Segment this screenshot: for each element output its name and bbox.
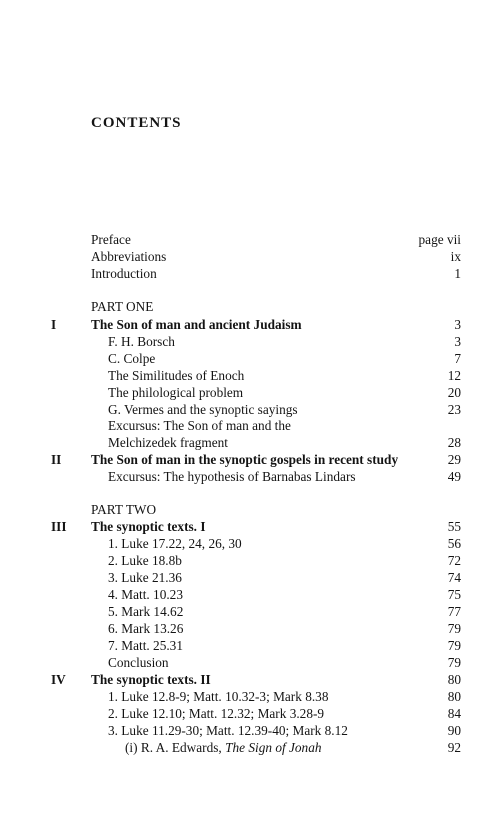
toc-entry-label: F. H. Borsch	[108, 334, 175, 349]
chapter-title: The synoptic texts. I	[91, 519, 206, 534]
toc-entry-page: 1	[454, 266, 461, 281]
page-title: CONTENTS	[91, 115, 182, 131]
toc-entry	[0, 535, 504, 552]
toc-entry	[0, 637, 504, 654]
toc-entry-preface	[0, 231, 504, 248]
toc-subentry	[0, 739, 504, 756]
toc-entry	[0, 705, 504, 722]
toc-entry-page: 3	[454, 334, 461, 349]
toc-entry-page: 75	[447, 587, 461, 602]
toc-entry	[0, 350, 504, 367]
toc-entry	[0, 468, 504, 485]
chapter-page: 3	[454, 317, 461, 332]
toc-entry-label: 2. Luke 12.10; Matt. 12.32; Mark 3.28-9	[108, 706, 325, 721]
toc-entry-label: Introduction	[91, 266, 157, 281]
part-one-heading: PART ONE	[91, 299, 154, 314]
toc-entry-page: 20	[447, 385, 461, 400]
toc-entry-label: C. Colpe	[108, 351, 156, 366]
toc-entry-label: The philological problem	[108, 385, 244, 400]
toc-entry	[0, 384, 504, 401]
toc-entry	[0, 722, 504, 739]
toc-entry-page: 12	[447, 368, 461, 383]
toc-entry-label: 7. Matt. 25.31	[108, 638, 183, 653]
toc-entry-page: 90	[447, 723, 461, 738]
toc-entry	[0, 688, 504, 705]
toc-entry-introduction	[0, 265, 504, 282]
toc-entry-page: 74	[447, 570, 461, 585]
toc-entry	[0, 434, 504, 451]
chapter-page: 80	[447, 672, 461, 687]
toc-entry-page: 23	[447, 402, 461, 417]
part-two-heading: PART TWO	[91, 502, 157, 517]
toc-entry	[0, 401, 504, 418]
toc-subentry-italic-title: The Sign of Jonah	[225, 740, 322, 755]
toc-entry-page: 7	[454, 351, 461, 366]
toc-entry-page: 79	[447, 621, 461, 636]
toc-subentry-label	[125, 739, 322, 756]
toc-entry-label: Melchizedek fragment	[108, 435, 228, 450]
toc-entry-page: 56	[447, 536, 461, 551]
toc-entry-label: 5. Mark 14.62	[108, 604, 184, 619]
toc-entry	[0, 367, 504, 384]
chapter-1-heading	[0, 316, 504, 333]
toc-entry-label: Excursus: The hypothesis of Barnabas Lindars	[108, 469, 356, 484]
chapter-3-heading	[0, 518, 504, 535]
toc-entry-label: 1. Luke 17.22, 24, 26, 30	[108, 536, 242, 551]
chapter-4-heading	[0, 671, 504, 688]
chapter-number: I	[51, 317, 57, 332]
chapter-title: The synoptic texts. II	[91, 672, 211, 687]
chapter-2-heading	[0, 451, 504, 468]
toc-entry	[0, 417, 504, 434]
toc-entry-page: 84	[447, 706, 461, 721]
toc-entry	[0, 654, 504, 671]
toc-entry	[0, 603, 504, 620]
toc-entry-label: 3. Luke 21.36	[108, 570, 182, 585]
toc-entry-abbreviations	[0, 248, 504, 265]
toc-entry-label: 4. Matt. 10.23	[108, 587, 183, 602]
chapter-number: IV	[51, 672, 66, 687]
chapter-title: The Son of man and ancient Judaism	[91, 317, 302, 332]
toc-entry-label: Excursus: The Son of man and the	[108, 418, 291, 433]
toc-entry-page: page vii	[418, 232, 461, 247]
chapter-page: 55	[447, 519, 461, 534]
toc-entry-label: G. Vermes and the synoptic sayings	[108, 402, 298, 417]
toc-entry-page: 49	[447, 469, 461, 484]
toc-entry-page: 77	[447, 604, 461, 619]
toc-entry	[0, 552, 504, 569]
toc-entry-label: 1. Luke 12.8-9; Matt. 10.32-3; Mark 8.38	[108, 689, 329, 704]
toc-entry-page: 72	[447, 553, 461, 568]
toc-entry	[0, 620, 504, 637]
toc-entry-label: The Similitudes of Enoch	[108, 368, 245, 383]
toc-entry-label: Conclusion	[108, 655, 169, 670]
toc-entry-page: ix	[450, 249, 461, 264]
toc-entry-label: Abbreviations	[91, 249, 167, 264]
chapter-number: III	[51, 519, 67, 534]
toc-entry-label: Preface	[91, 232, 131, 247]
toc-entry-label: 2. Luke 18.8b	[108, 553, 182, 568]
toc-entry-page: 28	[447, 435, 461, 450]
toc-entry-label: 3. Luke 11.29-30; Matt. 12.39-40; Mark 8.12	[108, 723, 348, 738]
toc-entry	[0, 569, 504, 586]
chapter-title: The Son of man in the synoptic gospels in recent study	[91, 452, 399, 467]
toc-entry	[0, 586, 504, 603]
chapter-number: II	[51, 452, 62, 467]
toc-entry	[0, 333, 504, 350]
toc-entry-page: 79	[447, 638, 461, 653]
toc-entry-page: 92	[447, 740, 461, 755]
toc-entry-page: 80	[447, 689, 461, 704]
toc-entry-label: 6. Mark 13.26	[108, 621, 184, 636]
toc-subentry-prefix: (i) R. A. Edwards,	[125, 740, 226, 755]
toc-entry-page: 79	[447, 655, 461, 670]
chapter-page: 29	[447, 452, 461, 467]
